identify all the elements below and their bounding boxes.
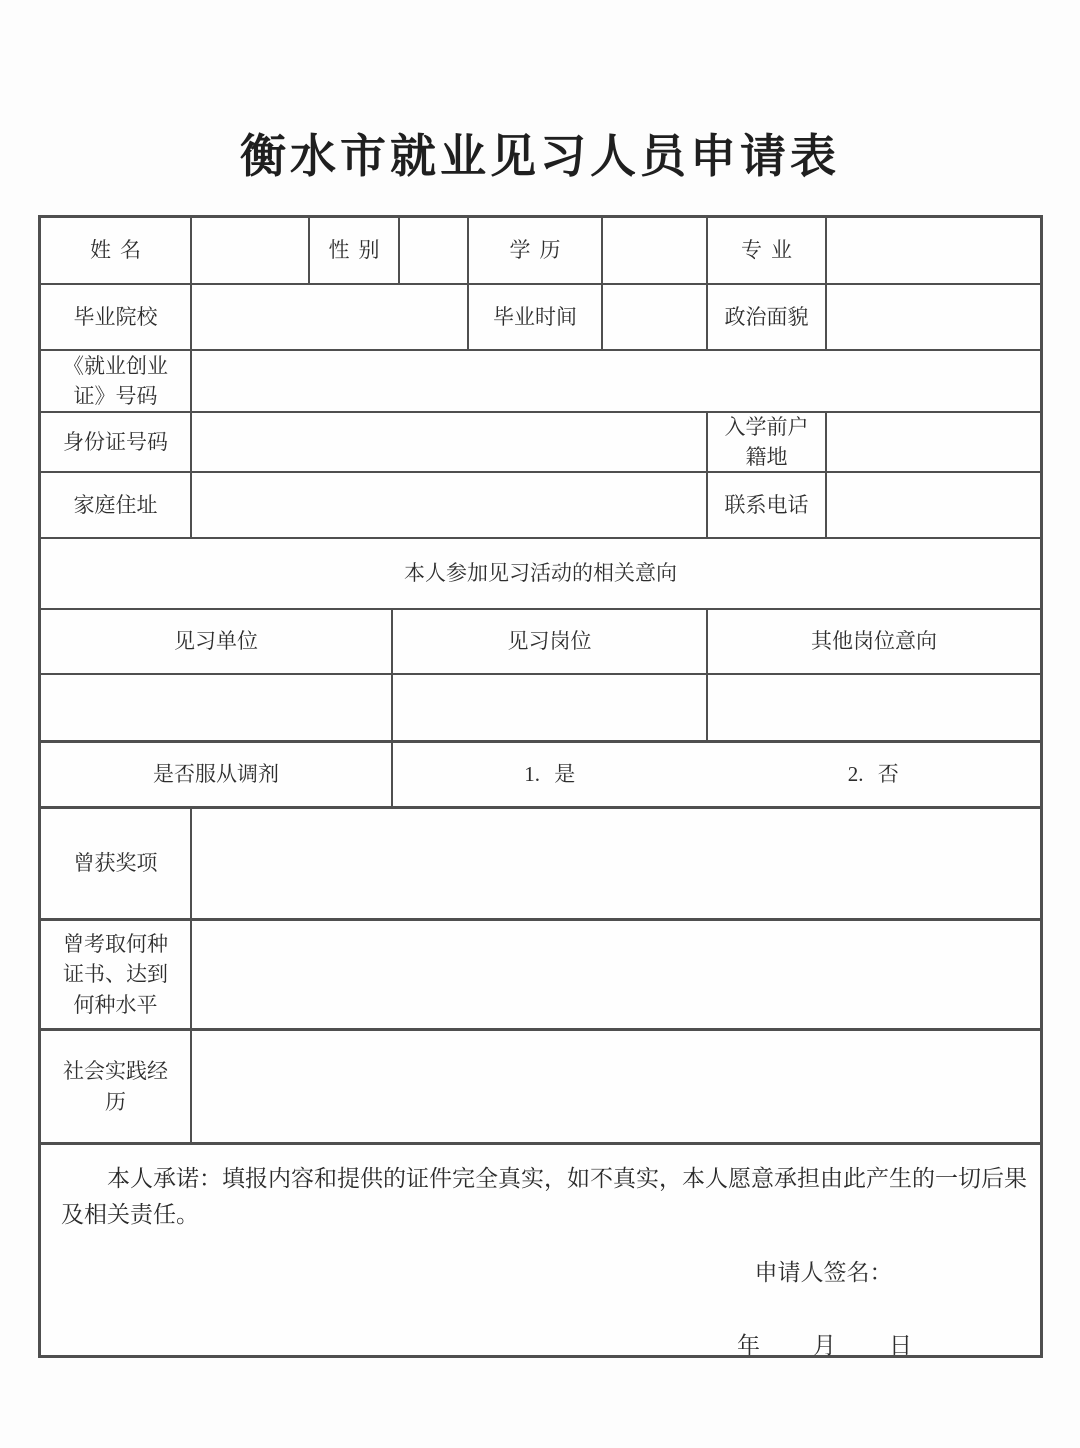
certificates-value: [192, 921, 1040, 1028]
row-awards: [41, 809, 1040, 921]
adjustment-options: [393, 743, 1040, 806]
row-intention-header: [41, 539, 1040, 610]
employment-cert-label: 《就业创业证》号码: [41, 351, 192, 411]
date-month-label: 月: [813, 1333, 836, 1358]
intern-unit-header: 见习单位: [41, 610, 393, 673]
declaration-cell: [41, 1145, 1040, 1362]
adjustment-no-text: 2. 否: [847, 762, 899, 787]
grad-time-label: 毕业时间: [469, 285, 603, 349]
home-address-value: [192, 473, 708, 537]
row-employment-cert: [41, 351, 1040, 413]
political-status-value: [827, 285, 1040, 349]
education-value: [603, 218, 708, 283]
row-intention-values: [41, 675, 1040, 743]
signature-label: 申请人签名：: [754, 1259, 893, 1285]
adjustment-yes-text: 1. 是: [524, 762, 576, 787]
row-basic-info-1: [41, 218, 1040, 285]
gender-value: [400, 218, 469, 283]
intern-post-value: [393, 675, 708, 740]
row-id-number: [41, 413, 1040, 473]
certificates-label: 曾考取何种证书、达到何种水平: [41, 921, 192, 1028]
major-value: [827, 218, 1040, 283]
row-adjustment: [41, 743, 1040, 809]
intern-unit-value: [41, 675, 393, 740]
id-number-value: [192, 413, 708, 471]
row-declaration: [41, 1145, 1040, 1362]
id-number-label: 身份证号码: [41, 413, 192, 471]
intern-post-header: 见习岗位: [393, 610, 708, 673]
awards-label: 曾获奖项: [41, 809, 192, 918]
home-address-label: 家庭住址: [41, 473, 192, 537]
row-basic-info-2: [41, 285, 1040, 351]
date-year-label: 年: [737, 1333, 760, 1358]
row-home-address: [41, 473, 1040, 539]
social-practice-label: 社会实践经历: [41, 1031, 192, 1142]
major-label: 专业: [708, 218, 827, 283]
contact-phone-label: 联系电话: [708, 473, 827, 537]
awards-value: [192, 809, 1040, 918]
political-status-label: 政治面貌: [708, 285, 827, 349]
contact-phone-value: [827, 473, 1040, 537]
pre-enrollment-registry-label: 入学前户籍地: [708, 413, 827, 471]
adjustment-option-no: [707, 743, 1040, 806]
other-post-header: 其他岗位意向: [811, 629, 937, 654]
date-line: [737, 1329, 1030, 1362]
row-social-practice: [41, 1031, 1040, 1145]
row-intention-columns: [41, 610, 1040, 675]
other-post-value: [708, 675, 1040, 740]
employment-cert-value: [192, 351, 1040, 411]
date-day-label: 日: [889, 1333, 912, 1358]
adjustment-option-yes: [393, 743, 707, 806]
grad-time-value: [603, 285, 708, 349]
intention-section-title: 本人参加见习活动的相关意向: [404, 561, 677, 586]
name-value: [192, 218, 310, 283]
gender-label: 性别: [310, 218, 400, 283]
declaration-text: 本人承诺：填报内容和提供的证件完全真实，如不真实，本人愿意承担由此产生的一切后果及相关责任。: [61, 1166, 1027, 1228]
school-label: 毕业院校: [41, 285, 192, 349]
pre-enrollment-registry-value: [827, 413, 1040, 471]
school-value: [192, 285, 469, 349]
social-practice-value: [192, 1031, 1040, 1142]
form-title: 衡水市就业见习人员申请表: [240, 131, 840, 182]
name-label: 姓名: [41, 218, 192, 283]
adjustment-label: 是否服从调剂: [41, 743, 393, 806]
row-certificates: [41, 921, 1040, 1031]
education-label: 学历: [469, 218, 603, 283]
application-table: [38, 215, 1043, 1358]
